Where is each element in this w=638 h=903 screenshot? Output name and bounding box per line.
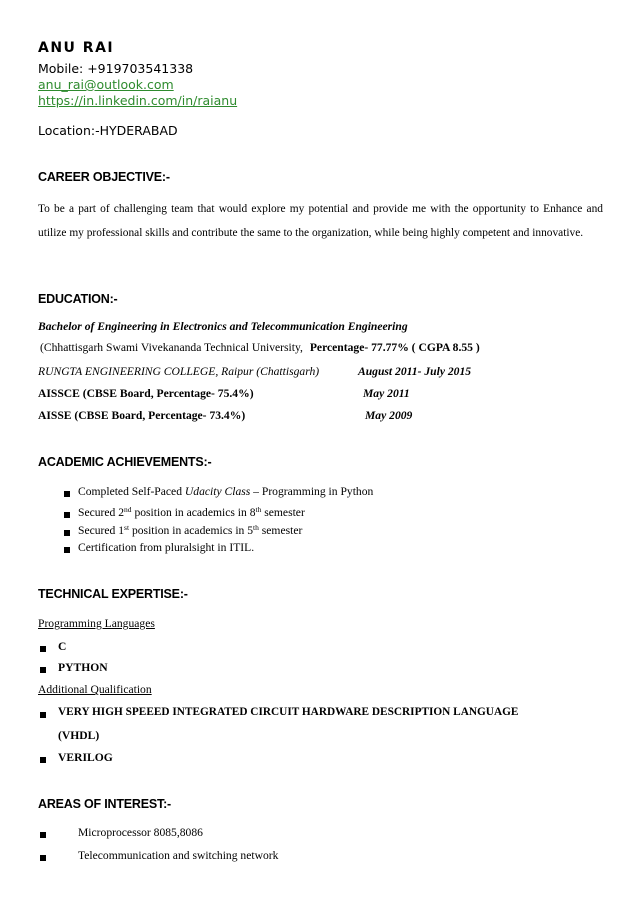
candidate-name: ANU RAI (38, 40, 115, 56)
linkedin-link[interactable]: https://in.linkedin.com/in/raianu (38, 93, 238, 108)
achievement-text: position in academics in 8 (131, 506, 256, 519)
achievement-text: semester (258, 524, 303, 537)
location: Location:-HYDERABAD (38, 123, 178, 138)
achievement-italic: Udacity Class (184, 485, 251, 498)
achievement-text: – Programming in Python (250, 485, 374, 498)
education-heading: EDUCATION:- (38, 292, 118, 306)
bullet-icon (40, 831, 46, 840)
mobile-number: Mobile: +919703541338 (38, 61, 194, 76)
ordinal-suffix: nd (124, 505, 132, 514)
career-objective-text: To be a part of challenging team that would explore my potential and provide me with the opportunity to Enhance and utilize my professional skills and contribute the same to the organization, while being highly competent and innovative. (38, 203, 603, 239)
email-link[interactable]: anu_rai@outlook.com (38, 77, 174, 92)
achievement-text: position in academics in 5 (129, 524, 254, 537)
university-name: (Chhattisgarh Swami Vivekananda Technical University, (40, 341, 303, 354)
achievements-heading: ACADEMIC ACHIEVEMENTS:- (38, 455, 212, 469)
technical-expertise-heading: TECHNICAL EXPERTISE:- (38, 587, 188, 601)
achievement-item (78, 524, 302, 537)
ordinal-suffix: th (253, 523, 259, 532)
aisse-row: AISSE (CBSE Board, Percentage- 73.4%) (38, 409, 246, 422)
achievement-item: Certification from pluralsight in ITIL. (78, 541, 255, 554)
interest-item: Microprocessor 8085,8086 (78, 826, 203, 839)
programming-languages-label: Programming Languages (38, 617, 155, 630)
bullet-icon (64, 490, 70, 499)
bullet-icon (40, 756, 46, 765)
additional-qualification-label: Additional Qualification (38, 683, 152, 696)
qualification-item-verilog: VERILOG (58, 751, 113, 764)
achievement-text: semester (261, 506, 305, 519)
achievement-item (78, 506, 305, 519)
achievement-item (78, 485, 373, 498)
interest-item: Telecommunication and switching network (78, 849, 279, 862)
language-item-python: PYTHON (58, 661, 108, 674)
aissce-date: May 2011 (363, 387, 410, 400)
achievement-text: Secured 1 (78, 524, 125, 537)
qualification-item-vhdl: VERY HIGH SPEEED INTEGRATED CIRCUIT HARDWARE DESCRIPTION LANGUAGE (58, 706, 519, 718)
bullet-icon (64, 511, 70, 520)
bullet-icon (64, 529, 70, 538)
bullet-icon (64, 546, 70, 555)
bullet-icon (40, 645, 46, 654)
degree-title: Bachelor of Engineering in Electronics and Telecommunication Engineering (38, 320, 408, 333)
ordinal-suffix: st (124, 523, 130, 532)
career-objective-heading: CAREER OBJECTIVE:- (38, 170, 170, 184)
college-dates: August 2011- July 2015 (358, 365, 472, 378)
bullet-icon (40, 854, 46, 863)
achievement-text: Completed Self-Paced (78, 485, 185, 498)
bullet-icon (40, 711, 46, 720)
language-item-c: C (58, 640, 67, 653)
qualification-item-vhdl-cont: (VHDL) (58, 729, 100, 742)
areas-of-interest-heading: AREAS OF INTEREST:- (38, 797, 172, 811)
degree-percentage: Percentage- 77.77% ( CGPA 8.55 ) (309, 341, 480, 354)
university-line (40, 341, 480, 354)
achievement-text: Secured 2 (78, 506, 125, 519)
aissce-row: AISSCE (CBSE Board, Percentage- 75.4%) (38, 387, 254, 400)
aisse-date: May 2009 (365, 409, 413, 422)
ordinal-suffix: th (255, 505, 262, 514)
bullet-icon (40, 666, 46, 675)
college-name: RUNGTA ENGINEERING COLLEGE, Raipur (Chattisgarh) (38, 365, 320, 378)
